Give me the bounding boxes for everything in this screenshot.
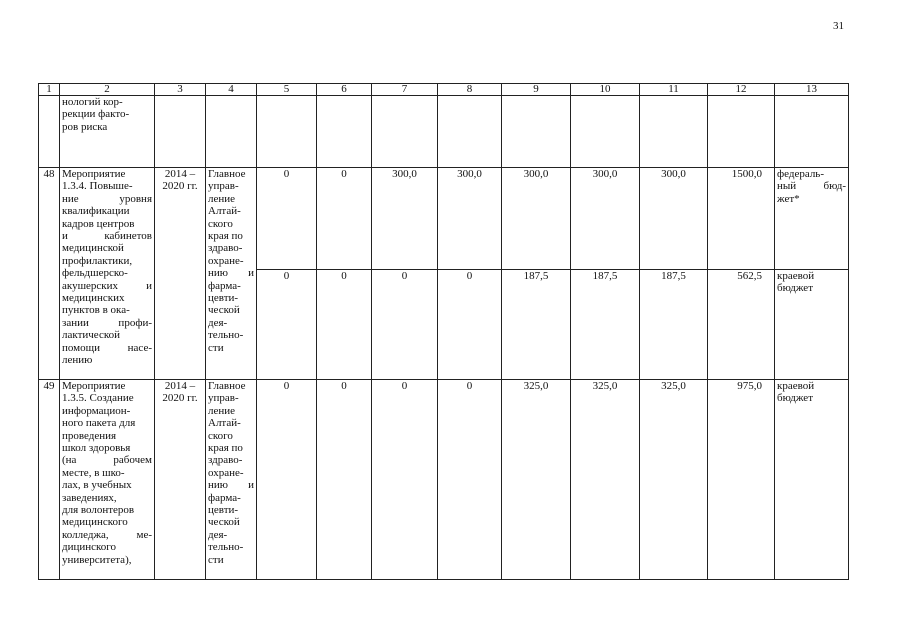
header-cell: 10	[571, 84, 640, 96]
value-cell: 0	[438, 380, 502, 580]
value-cell: 325,0	[502, 380, 571, 580]
value-cell: 187,5	[640, 270, 708, 380]
activity-name: Мероприятие 1.3.4. Повыше- ние уровня квалификации кадров центров и кабинетов медицинской профилактики, фельдшерско- акушерских и медицинских пунктов в ока- зании профи- лактической помощи насе- лению	[60, 168, 155, 380]
table-row-49	[39, 380, 849, 580]
header-cell: 5	[257, 84, 317, 96]
header-cell: 11	[640, 84, 708, 96]
value-cell: 0	[372, 380, 438, 580]
value-cell: 0	[372, 270, 438, 380]
header-cell: 9	[502, 84, 571, 96]
header-cell: 4	[206, 84, 257, 96]
header-cell: 1	[39, 84, 60, 96]
value-cell: 0	[257, 168, 317, 270]
value-cell: 300,0	[571, 168, 640, 270]
header-row	[39, 84, 849, 96]
executor: Главное управ- ление Алтай- ского края по здраво- охране- нию и фарма- цевти- ческой дея- тельно- сти	[206, 380, 257, 580]
continuation-text: нологий кор- рекции факто- ров риска	[60, 96, 155, 168]
value-cell: 0	[438, 270, 502, 380]
value-cell: 0	[317, 270, 372, 380]
row-number: 49	[39, 380, 60, 580]
executor: Главное управ- ление Алтай- ского края по здраво- охране- нию и фарма- цевти- ческой дея- тельно- сти	[206, 168, 257, 380]
period: 2014 – 2020 гг.	[155, 380, 206, 580]
value-total-cell: 1500,0	[708, 168, 775, 270]
value-cell: 300,0	[372, 168, 438, 270]
header-cell: 7	[372, 84, 438, 96]
value-cell: 0	[257, 380, 317, 580]
funding-source: краевой бюджет	[775, 380, 849, 580]
value-cell: 300,0	[438, 168, 502, 270]
header-cell: 13	[775, 84, 849, 96]
continuation-row	[39, 96, 849, 168]
value-total-cell: 562,5	[708, 270, 775, 380]
value-cell: 187,5	[571, 270, 640, 380]
funding-source: краевой бюджет	[775, 270, 849, 380]
value-cell: 0	[317, 380, 372, 580]
table-row-48-federal	[39, 168, 849, 270]
value-total-cell: 975,0	[708, 380, 775, 580]
period: 2014 – 2020 гг.	[155, 168, 206, 380]
header-cell: 6	[317, 84, 372, 96]
value-cell: 0	[317, 168, 372, 270]
row-number: 48	[39, 168, 60, 380]
value-cell: 325,0	[571, 380, 640, 580]
value-cell: 0	[257, 270, 317, 380]
value-cell: 187,5	[502, 270, 571, 380]
value-cell: 300,0	[502, 168, 571, 270]
funding-source: федераль- ный бюд- жет*	[775, 168, 849, 270]
header-cell: 3	[155, 84, 206, 96]
header-cell: 12	[708, 84, 775, 96]
header-cell: 8	[438, 84, 502, 96]
value-cell: 325,0	[640, 380, 708, 580]
header-cell: 2	[60, 84, 155, 96]
budget-table	[38, 83, 849, 580]
value-cell: 300,0	[640, 168, 708, 270]
page-number: 31	[833, 20, 844, 32]
activity-name: Мероприятие 1.3.5. Создание информацион- ного пакета для проведения школ здоровья (на рабочем месте, в шко- лах, в учебных заведениях, для волонтеров медицинского колледжа, ме- дицинского университета),	[60, 380, 155, 580]
